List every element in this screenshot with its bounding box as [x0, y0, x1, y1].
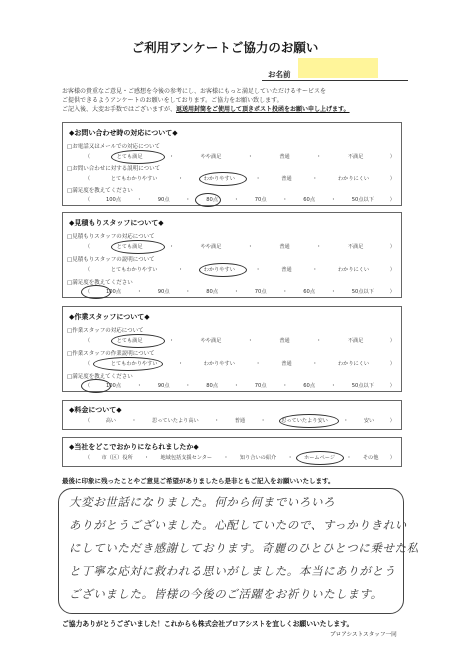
option: ） [389, 289, 395, 295]
option: ・ [233, 383, 239, 389]
option: ・ [136, 289, 142, 295]
selected-mark [199, 263, 247, 277]
option: （ [85, 267, 91, 273]
option: ・ [143, 455, 150, 461]
option: ） [389, 383, 395, 389]
option-row [85, 382, 395, 389]
option: ・ [260, 418, 266, 424]
option: ・ [136, 383, 142, 389]
option: ・ [178, 267, 184, 273]
option: ・ [316, 154, 322, 160]
option[interactable]: 60点 [303, 289, 316, 295]
option: ・ [255, 267, 261, 273]
option[interactable]: やや満足 [200, 244, 222, 250]
handwritten-line: にしていただき感謝しております。奇麗のひとひとつに乗せた私 [69, 541, 419, 555]
option[interactable]: やや満足 [200, 338, 222, 344]
question-label: □満足度を教えてください [67, 280, 133, 286]
option[interactable]: わかりやすい [203, 361, 235, 367]
option[interactable]: 不満足 [347, 244, 364, 250]
question-label: □お電話又はメールでの対応について [67, 144, 160, 150]
option: ・ [168, 244, 175, 250]
option: ・ [312, 361, 318, 367]
section-heading: ◆料金について◆ [69, 406, 122, 414]
option[interactable]: わかりにくい [337, 361, 370, 367]
option[interactable]: 不満足 [347, 154, 364, 160]
question-label: □見積もりスタッフの説明について [67, 257, 155, 263]
option[interactable]: 普通 [279, 154, 290, 160]
option[interactable]: 思っていたより高い [152, 418, 199, 424]
question-label: □満足度を教えてください [67, 374, 133, 380]
intro-line-1: お客様の貴重なご意見・ご感想を今後の参考にし、お客様にもっと満足していただけるサービスを [62, 88, 327, 95]
option: （ [85, 289, 91, 295]
question-label: □見積もりスタッフの対応について [67, 234, 155, 240]
option[interactable]: 70点 [254, 197, 267, 203]
option: ・ [168, 338, 175, 344]
footer-thanks: ご協力ありがとうございました！これからも株式会社プロアシストを宜しくお願いいたします。 [62, 620, 354, 628]
option: （ [85, 455, 91, 461]
handwritten-line: 大変お世話になりました。何から何までいろいろ [69, 495, 336, 509]
option: ・ [178, 176, 184, 182]
option: （ [85, 361, 91, 367]
question-label: □満足度を教えてください [67, 188, 133, 194]
option: ・ [214, 418, 220, 424]
redaction-highlight [298, 58, 378, 78]
option[interactable]: とてもわかりやすい [110, 361, 158, 367]
option: （ [85, 176, 91, 182]
option: ） [389, 361, 395, 367]
section-inquiry [62, 122, 402, 206]
handwritten-line: ございました。皆様の今後のご活躍をお祈りいたします。 [69, 587, 383, 601]
section-heading: ◆お問い合わせ時の対応について◆ [69, 129, 178, 137]
option: ・ [178, 361, 184, 367]
question-label: □作業スタッフの作業説明について [67, 351, 155, 357]
option[interactable]: 普通 [281, 267, 292, 273]
option[interactable]: 市（区）役所 [101, 455, 133, 461]
option: ・ [346, 455, 352, 461]
option[interactable]: 70点 [254, 289, 267, 295]
option[interactable]: その他 [362, 455, 379, 461]
option: ・ [247, 338, 253, 344]
comment-box[interactable] [58, 488, 419, 614]
option: ・ [233, 197, 239, 203]
option: ） [389, 267, 395, 273]
page-title: ご利用アンケートご協力のお願い [131, 40, 319, 55]
option: ・ [255, 361, 261, 367]
name-label: お名前 [268, 70, 291, 79]
option: ） [389, 418, 395, 424]
option: （ [85, 197, 91, 203]
intro-line-3-prefix: ご記入後、大変お手数ではございますが、 [62, 106, 177, 113]
closing-heading: 最後に印象に残ったことやご意見ご希望がありましたら是非ともご記入をお願いいたします。 [62, 477, 335, 485]
option: ・ [312, 267, 318, 273]
section-heading: ◆当社をどこでおかりになられましたか◆ [69, 443, 199, 451]
selected-mark [93, 357, 163, 371]
option: ・ [330, 197, 336, 203]
option: ） [389, 176, 395, 182]
option[interactable]: とても満足 [116, 338, 143, 344]
option[interactable]: 60点 [303, 197, 316, 203]
option: ・ [316, 338, 322, 344]
option[interactable]: 知り合いの紹介 [239, 455, 277, 461]
intro-line-3 [62, 105, 422, 114]
section-work-staff [62, 306, 402, 392]
option: （ [85, 338, 91, 344]
option[interactable]: 80点 [206, 197, 219, 203]
option: ・ [316, 244, 322, 250]
option: ・ [185, 197, 191, 203]
option[interactable]: 安い [363, 418, 375, 424]
option[interactable]: 高い [105, 418, 116, 424]
handwritten-line: と丁寧な応対に救われる思いがしました。本当にありがとう [69, 564, 396, 578]
option[interactable]: 80点 [206, 289, 219, 295]
option: ・ [233, 289, 239, 295]
question-label: □お問い合わせに対する説明について [67, 166, 161, 172]
section-heading: ◆見積もりスタッフについて◆ [69, 219, 164, 227]
option-row [85, 454, 395, 461]
section-price [62, 400, 402, 430]
option: ・ [247, 154, 253, 160]
section-referral [62, 437, 402, 467]
section-estimate-staff [62, 212, 402, 298]
option[interactable]: 普通 [281, 176, 292, 182]
option: ・ [185, 289, 191, 295]
selected-mark [111, 240, 165, 254]
option[interactable]: わかりにくい [337, 267, 370, 273]
option[interactable]: わかりやすい [203, 176, 235, 182]
selected-mark [81, 285, 111, 299]
option[interactable]: 100点 [105, 383, 122, 389]
option: （ [85, 154, 91, 160]
option[interactable]: とても満足 [116, 244, 143, 250]
option-row [85, 288, 395, 295]
option: ） [389, 455, 395, 461]
option[interactable]: 不満足 [347, 338, 364, 344]
option[interactable]: 普通 [279, 338, 290, 344]
option: ・ [312, 176, 318, 182]
option[interactable]: 90点 [157, 197, 170, 203]
option: （ [85, 418, 91, 424]
option: ・ [136, 197, 142, 203]
option[interactable]: 90点 [157, 289, 170, 295]
option[interactable]: やや満足 [200, 154, 222, 160]
name-field-line [262, 80, 408, 81]
selected-mark [195, 193, 221, 207]
option[interactable]: わかりやすい [203, 267, 235, 273]
option: ・ [282, 289, 288, 295]
option[interactable]: 100点 [105, 289, 122, 295]
option[interactable]: 50点以下 [351, 289, 374, 295]
selected-mark [279, 414, 339, 428]
option[interactable]: とても満足 [116, 154, 143, 160]
option: ） [389, 154, 395, 160]
selected-mark [296, 451, 344, 465]
option: ・ [185, 383, 191, 389]
option[interactable]: 普通 [279, 244, 290, 250]
option: ・ [168, 154, 175, 160]
selected-mark [199, 172, 247, 186]
option[interactable]: 普通 [234, 418, 246, 424]
option[interactable]: 普通 [281, 361, 292, 367]
intro-line-3-underlined: 返送用封筒をご使用して頂きポスト投函をお願い申し上げます。 [176, 106, 350, 113]
option: ・ [287, 455, 293, 461]
footer-signature: プロアシストスタッフ一同 [330, 632, 397, 638]
option: ・ [247, 244, 253, 250]
option[interactable]: わかりにくい [337, 176, 370, 182]
option[interactable]: とてもわかりやすい [110, 267, 158, 273]
option: ） [389, 338, 395, 344]
intro-text [62, 87, 422, 114]
option[interactable]: 70点 [254, 383, 267, 389]
option: ） [389, 244, 395, 250]
option: （ [85, 383, 91, 389]
option: ・ [330, 289, 336, 295]
option[interactable]: とてもわかりやすい [110, 176, 158, 182]
section-heading: ◆作業スタッフについて◆ [69, 313, 150, 321]
option: ・ [330, 383, 336, 389]
option: ・ [131, 418, 137, 424]
option[interactable]: 50点以下 [351, 197, 374, 203]
option[interactable]: 90点 [157, 383, 170, 389]
option[interactable]: 80点 [206, 383, 219, 389]
selected-mark [111, 334, 165, 348]
option: （ [85, 244, 91, 250]
option[interactable]: 地域包括支援センター [160, 455, 213, 461]
option: ・ [282, 383, 288, 389]
selected-mark [81, 379, 111, 393]
selected-mark [111, 150, 165, 164]
intro-line-2: ご提供できるようアンケートのお願いをしております。ご協力をお願い致します。 [62, 97, 283, 104]
option[interactable]: 50点以下 [351, 383, 374, 389]
option[interactable]: 100点 [105, 197, 122, 203]
option[interactable]: ホームページ [304, 455, 336, 461]
option[interactable]: 60点 [303, 383, 316, 389]
option: ・ [255, 176, 261, 182]
handwritten-line: ありがとうございました。心配していたので、すっかりきれい [69, 518, 407, 532]
option: ・ [343, 418, 349, 424]
option-row [85, 196, 395, 203]
option[interactable]: 思っていたより安い [281, 418, 328, 424]
option: ・ [282, 197, 288, 203]
question-label: □作業スタッフの対応について [67, 328, 144, 334]
option: ・ [223, 455, 229, 461]
option-row [85, 417, 395, 424]
option: ） [389, 197, 395, 203]
